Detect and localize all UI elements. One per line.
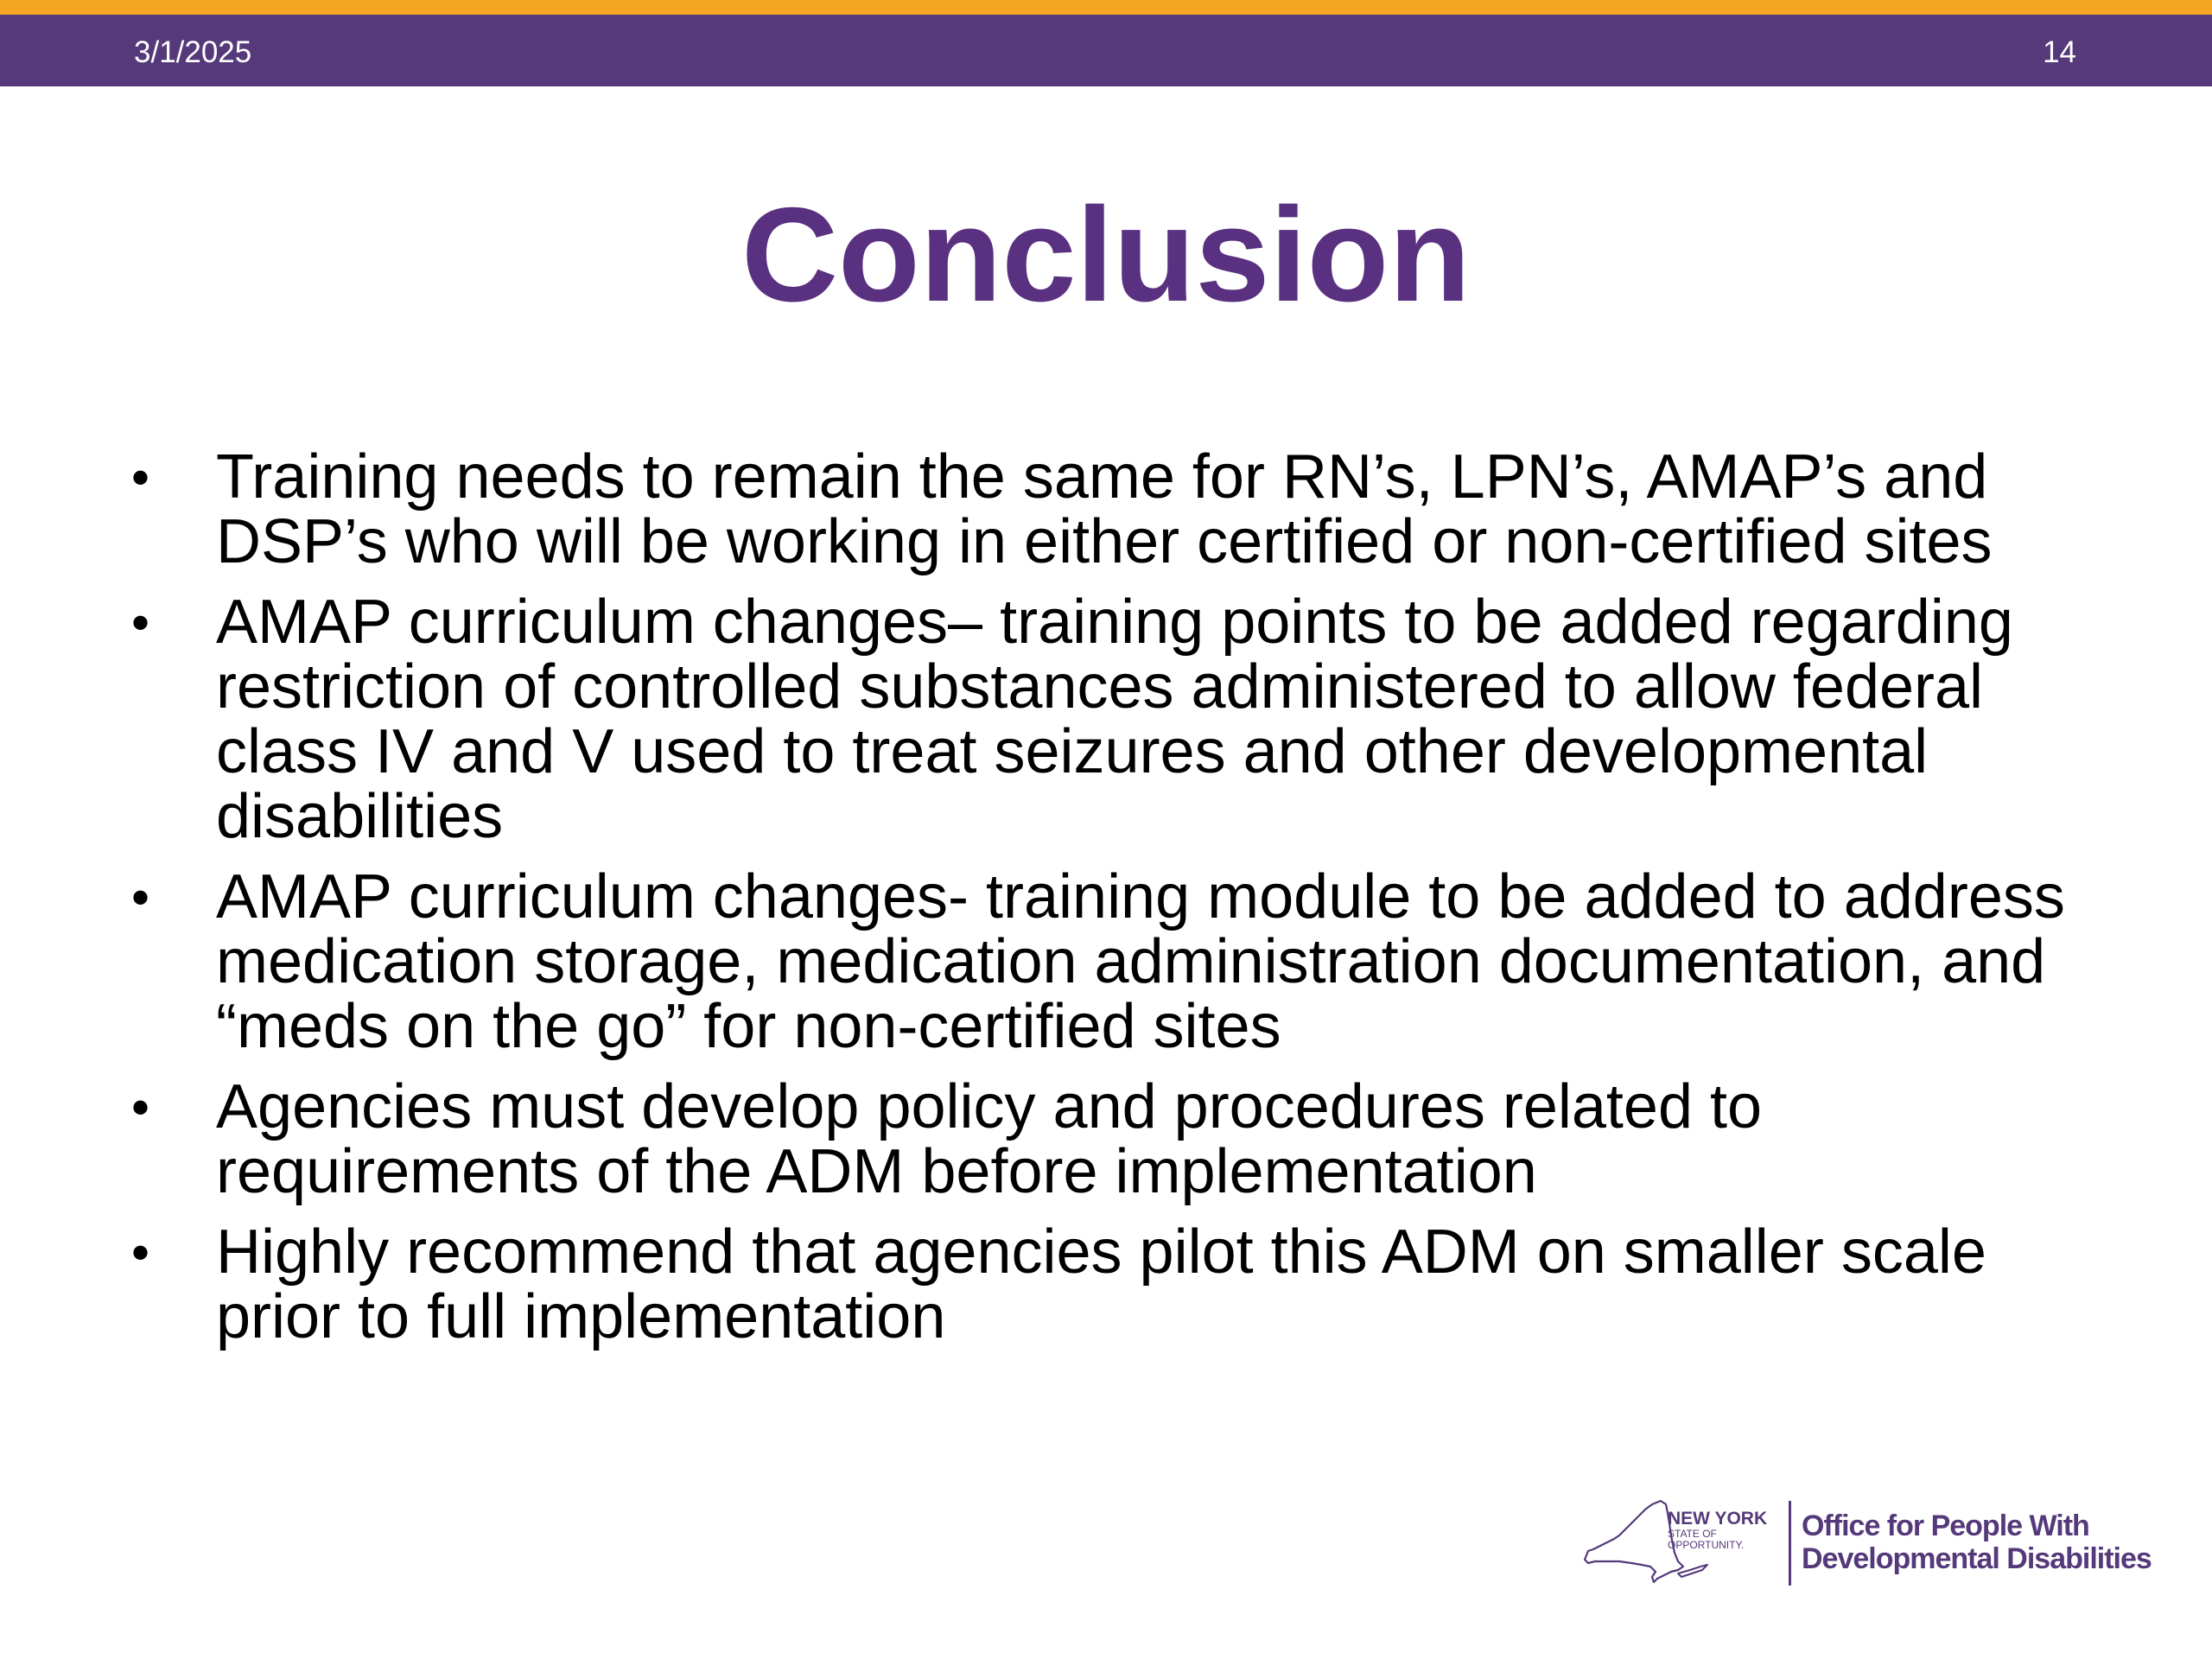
bullet-text: Agencies must develop policy and procedures related to requirements of the ADM before implementation <box>216 1072 1763 1206</box>
bullet-dot-icon: • <box>131 594 150 652</box>
bullet-item <box>130 590 2117 849</box>
ny-state-tagline-1: STATE OF <box>1668 1528 1717 1540</box>
office-name-line-1: Office for People With <box>1802 1510 2089 1542</box>
bullet-item <box>130 442 2117 576</box>
ny-state-name: NEW YORK <box>1668 1509 1768 1529</box>
bullet-text: Highly recommend that agencies pilot this ADM on smaller scale prior to full implementation <box>216 1217 1986 1351</box>
ny-state-tagline-2: OPPORTUNITY. <box>1668 1539 1745 1551</box>
bullet-text: Training needs to remain the same for RN’s, LPN’s, AMAP’s and DSP’s who will be working in either certified or non-certified sites <box>216 442 1993 576</box>
bullet-text: AMAP curriculum changes– training points to be added regarding restriction of controlled substances administered to allow federal class IV and V used to treat seizures and other developmental disabilities <box>216 588 2013 851</box>
logo-divider <box>1789 1501 1791 1586</box>
bullet-dot-icon: • <box>131 448 150 506</box>
office-name <box>1802 1510 2152 1575</box>
bullet-list <box>130 442 2117 1365</box>
bullet-text: AMAP curriculum changes- training module to be added to address medication storage, medication administration documentation, and “meds on the go” for non-certified sites <box>216 862 2065 1061</box>
slide-title: Conclusion <box>741 180 1471 329</box>
bullet-dot-icon: • <box>131 1224 150 1281</box>
bullet-dot-icon: • <box>131 1078 150 1136</box>
bullet-item <box>130 1072 2117 1206</box>
opwdd-logo <box>1581 1491 2177 1586</box>
top-accent-stripe <box>0 0 2212 15</box>
slide-page-number: 14 <box>2043 35 2076 69</box>
office-name-line-2: Developmental Disabilities <box>1802 1542 2152 1575</box>
bullet-item <box>130 1217 2117 1351</box>
bullet-item <box>130 862 2117 1061</box>
ny-state-wordmark <box>1668 1510 1767 1551</box>
bullet-dot-icon: • <box>131 868 150 926</box>
header-bar <box>0 15 2212 86</box>
slide-date: 3/1/2025 <box>134 35 252 69</box>
